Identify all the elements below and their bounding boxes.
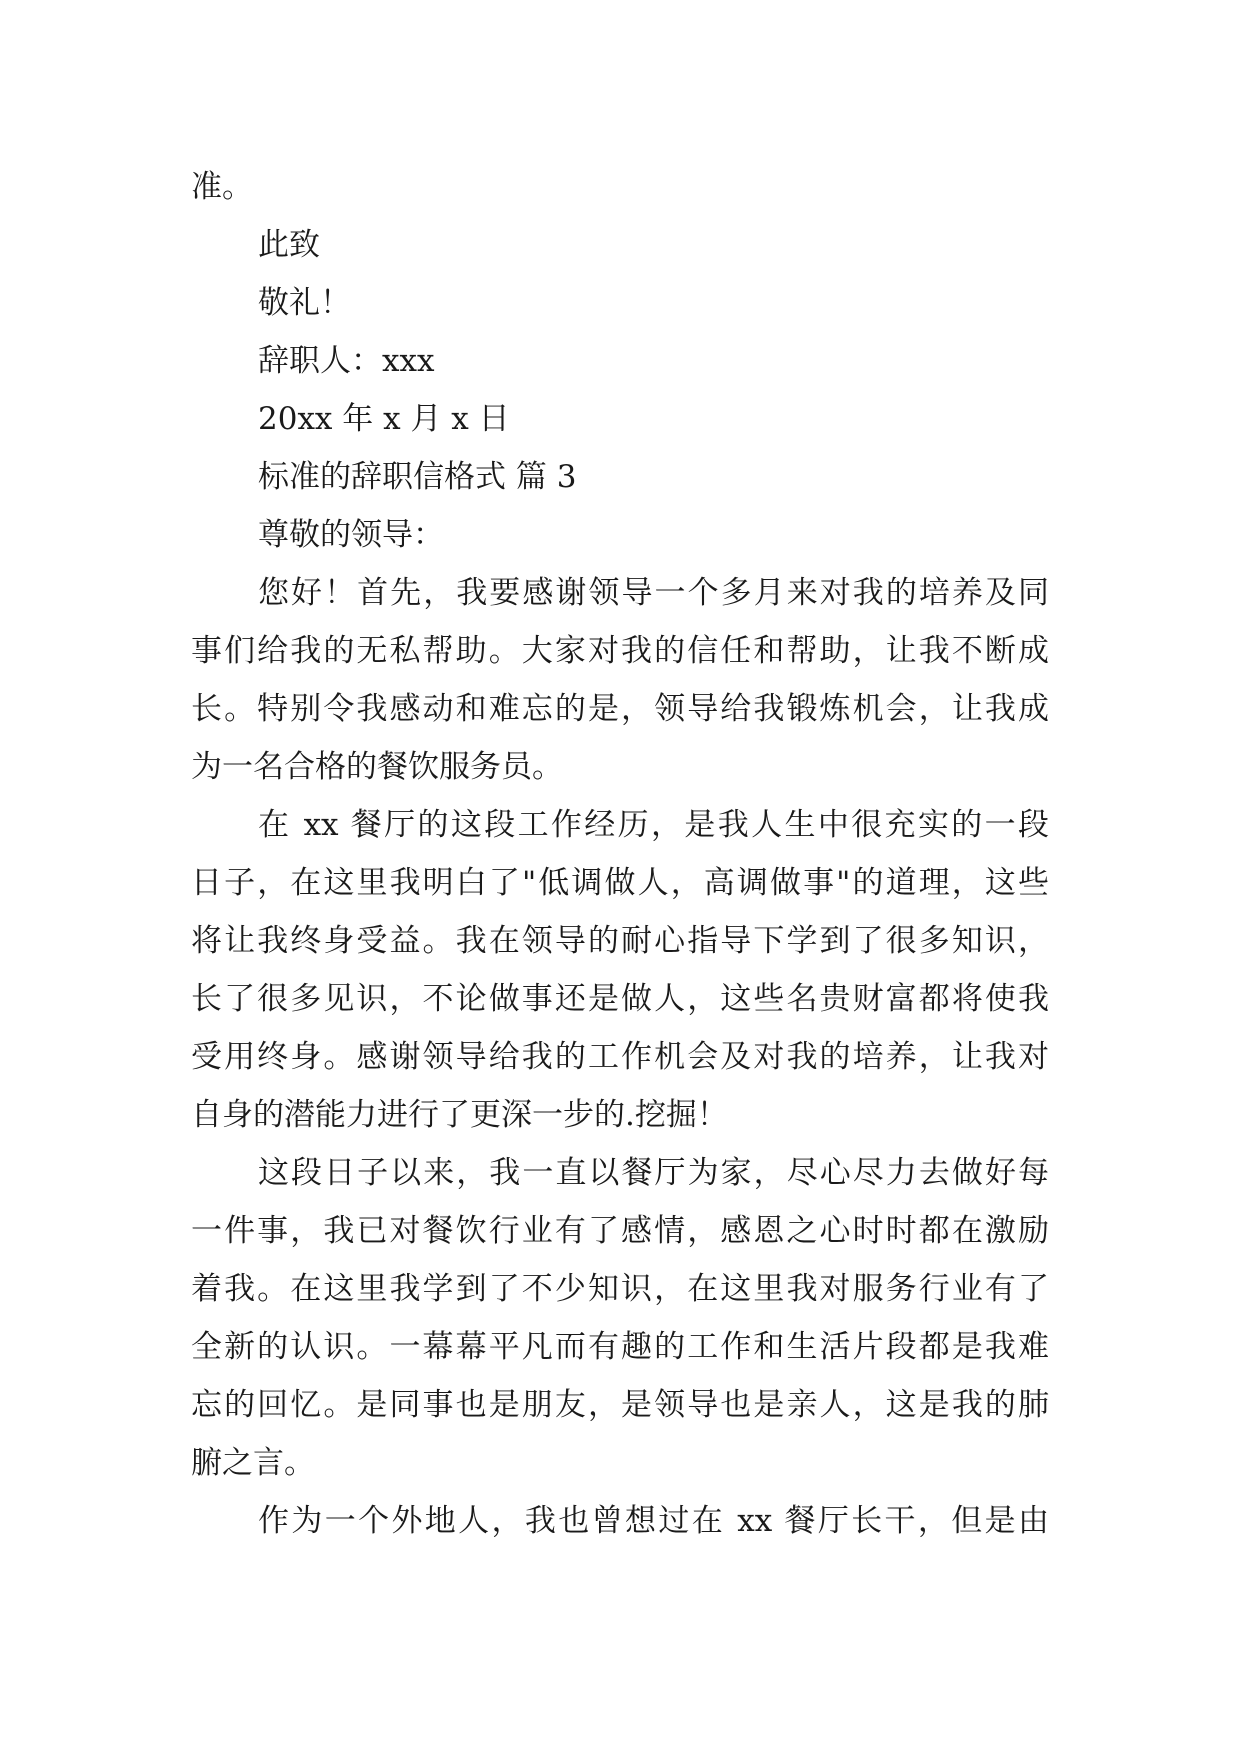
section-heading: 标准的辞职信格式 篇 3 — [258, 459, 577, 495]
text-line: 此致 — [258, 227, 320, 263]
text-line: 20xx 年 x 月 x 日 — [258, 401, 510, 437]
text-line: 忘的回忆。是同事也是朋友，是领导也是亲人，这是我的肺 — [191, 1387, 1049, 1423]
text-line: 敬礼！ — [258, 285, 351, 321]
text-line: 全新的认识。一幕幕平凡而有趣的工作和生活片段都是我难 — [191, 1329, 1049, 1365]
text-line: 在 xx 餐厅的这段工作经历，是我人生中很充实的一段 — [258, 807, 1049, 843]
text-line: 日子，在这里我明白了"低调做人，高调做事"的道理，这些 — [191, 865, 1049, 901]
text-line: 您好！首先，我要感谢领导一个多月来对我的培养及同 — [258, 575, 1049, 611]
text-line: 长。特别令我感动和难忘的是，领导给我锻炼机会，让我成 — [191, 691, 1049, 727]
text-line: 着我。在这里我学到了不少知识，在这里我对服务行业有了 — [191, 1271, 1049, 1307]
text-line: 准。 — [191, 169, 253, 205]
text-line: 为一名合格的餐饮服务员。 — [191, 749, 563, 785]
text-line: 受用终身。感谢领导给我的工作机会及对我的培养，让我对 — [191, 1039, 1049, 1075]
text-line: 事们给我的无私帮助。大家对我的信任和帮助，让我不断成 — [191, 633, 1049, 669]
text-line: 作为一个外地人，我也曾想过在 xx 餐厅长干，但是由 — [258, 1503, 1049, 1539]
text-line: 将让我终身受益。我在领导的耐心指导下学到了很多知识， — [191, 923, 1049, 959]
text-line: 自身的潜能力进行了更深一步的.挖掘！ — [191, 1097, 728, 1133]
salutation: 尊敬的领导： — [258, 517, 444, 553]
text-line: 辞职人：xxx — [258, 343, 435, 379]
text-line: 这段日子以来，我一直以餐厅为家，尽心尽力去做好每 — [258, 1155, 1049, 1191]
text-line: 长了很多见识，不论做事还是做人，这些名贵财富都将使我 — [191, 981, 1049, 1017]
text-line: 一件事，我已对餐饮行业有了感情，感恩之心时时都在激励 — [191, 1213, 1049, 1249]
text-line: 腑之言。 — [191, 1445, 315, 1481]
